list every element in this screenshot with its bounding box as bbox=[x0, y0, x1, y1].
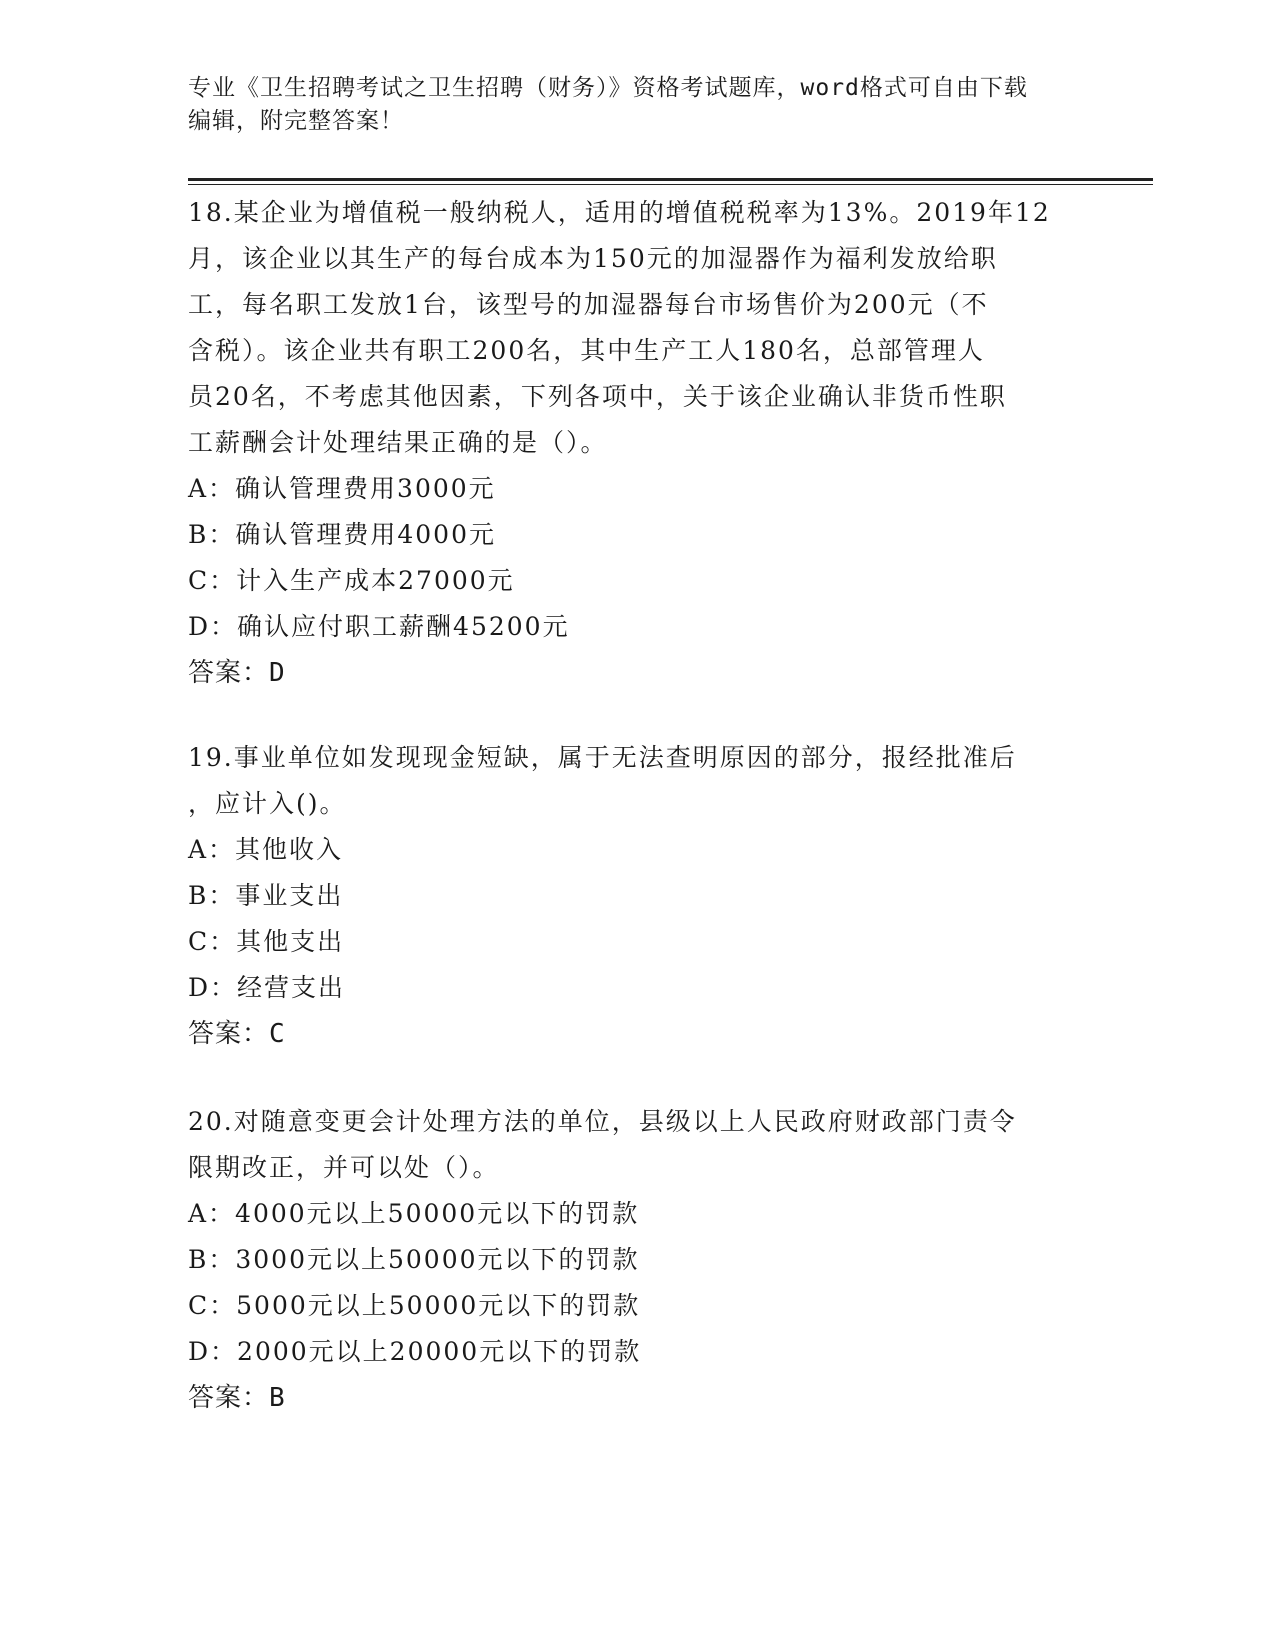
question-stem-line: 限期改正，并可以处（）。 bbox=[188, 1153, 500, 1182]
option-d: D：确认应付职工薪酬45200元 bbox=[188, 612, 570, 641]
answer-label: 答案：D bbox=[188, 658, 286, 688]
question-20 bbox=[188, 1099, 1088, 1421]
question-stem-line: 员20名，不考虑其他因素，下列各项中，关于该企业确认非货币性职 bbox=[188, 382, 1007, 411]
header-divider-thick bbox=[188, 178, 1153, 181]
option-a: A：其他收入 bbox=[188, 835, 344, 864]
option-b: B：事业支出 bbox=[188, 881, 344, 910]
option-b: B：确认管理费用4000元 bbox=[188, 520, 496, 549]
header-divider-thin bbox=[188, 184, 1153, 185]
document-header bbox=[188, 72, 1088, 138]
question-stem-line: ，应计入()。 bbox=[188, 789, 347, 818]
question-stem-line: 工，每名职工发放1台，该型号的加湿器每台市场售价为200元（不 bbox=[188, 290, 989, 319]
option-c: C：5000元以上50000元以下的罚款 bbox=[188, 1291, 641, 1320]
header-line-1: 专业《卫生招聘考试之卫生招聘（财务）》资格考试题库，word格式可自由下载 bbox=[188, 75, 1028, 101]
question-stem-line: 20.对随意变更会计处理方法的单位，县级以上人民政府财政部门责令 bbox=[188, 1107, 1017, 1136]
answer-label: 答案：C bbox=[188, 1019, 286, 1049]
header-line-2: 编辑，附完整答案！ bbox=[188, 108, 404, 134]
question-stem-line: 月，该企业以其生产的每台成本为150元的加湿器作为福利发放给职 bbox=[188, 244, 998, 273]
question-stem-line: 含税）。该企业共有职工200名，其中生产工人180名，总部管理人 bbox=[188, 336, 985, 365]
question-stem-line: 18.某企业为增值税一般纳税人，适用的增值税税率为13%。2019年12 bbox=[188, 198, 1051, 227]
option-b: B：3000元以上50000元以下的罚款 bbox=[188, 1245, 640, 1274]
option-c: C：计入生产成本27000元 bbox=[188, 566, 515, 595]
answer-label: 答案：B bbox=[188, 1383, 286, 1413]
option-c: C：其他支出 bbox=[188, 927, 345, 956]
question-18 bbox=[188, 190, 1088, 696]
question-stem-line: 19.事业单位如发现现金短缺，属于无法查明原因的部分，报经批准后 bbox=[188, 743, 1017, 772]
option-d: D：经营支出 bbox=[188, 973, 346, 1002]
option-d: D：2000元以上20000元以下的罚款 bbox=[188, 1337, 642, 1366]
question-19 bbox=[188, 735, 1088, 1057]
option-a: A：确认管理费用3000元 bbox=[188, 474, 496, 503]
question-stem-line: 工薪酬会计处理结果正确的是（）。 bbox=[188, 428, 608, 457]
option-a: A：4000元以上50000元以下的罚款 bbox=[188, 1199, 640, 1228]
